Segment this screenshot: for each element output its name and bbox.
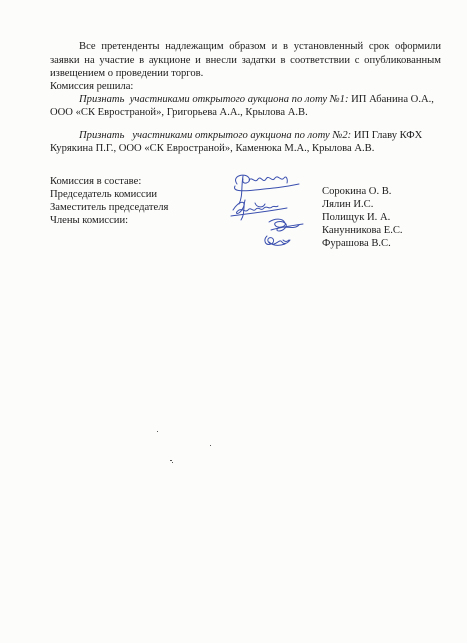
paragraph-line-1: Все претенденты надлежащим образом и в установленный срок оформили (79, 41, 441, 52)
lot2-line-1 (79, 130, 422, 142)
commission-members-label: Члены комиссии: (50, 215, 129, 226)
lot2-prefix: Признать (79, 130, 125, 141)
member-name-5: Фурашова В.С. (322, 238, 391, 249)
lot1-italic: участниками открытого аукциона по лоту №1: (129, 94, 349, 105)
handwritten-signatures (225, 170, 320, 255)
scan-speck (170, 460, 172, 461)
scan-speck (172, 462, 173, 463)
paragraph-line-3: извещением о проведении торгов. (50, 68, 204, 79)
scan-speck (210, 445, 211, 446)
decision-heading: Комиссия решила: (50, 81, 134, 92)
member-name-3: Полищук И. А. (322, 212, 391, 223)
paragraph-line-2: заявки на участие в аукционе и внесли задатки в соответствии с опубликованным (50, 55, 441, 66)
lot1-line-1 (79, 94, 434, 106)
lot1-prefix: Признать (79, 94, 125, 105)
lot2-rest: ИП Главу КФХ (353, 130, 423, 141)
scan-speck (157, 431, 158, 432)
lot1-line-2: ООО «СК Евространой», Григорьева А.А., Крылова А.В. (50, 107, 308, 118)
lot2-line-2: Курякина П.Г., ООО «СК Евространой», Каменюка М.А., Крылова А.В. (50, 143, 375, 154)
lot2-italic: участниками открытого аукциона по лоту №2: (132, 130, 352, 141)
member-name-1: Сорокина О. В. (322, 186, 392, 197)
member-name-2: Лялин И.С. (322, 199, 374, 210)
commission-deputy-label: Заместитель председателя (50, 202, 169, 213)
commission-chair-label: Председатель комиссии (50, 189, 158, 200)
member-name-4: Канунникова Е.С. (322, 225, 403, 236)
commission-composition-label: Комиссия в составе: (50, 176, 142, 187)
lot1-rest: ИП Абанина О.А., (351, 94, 434, 105)
